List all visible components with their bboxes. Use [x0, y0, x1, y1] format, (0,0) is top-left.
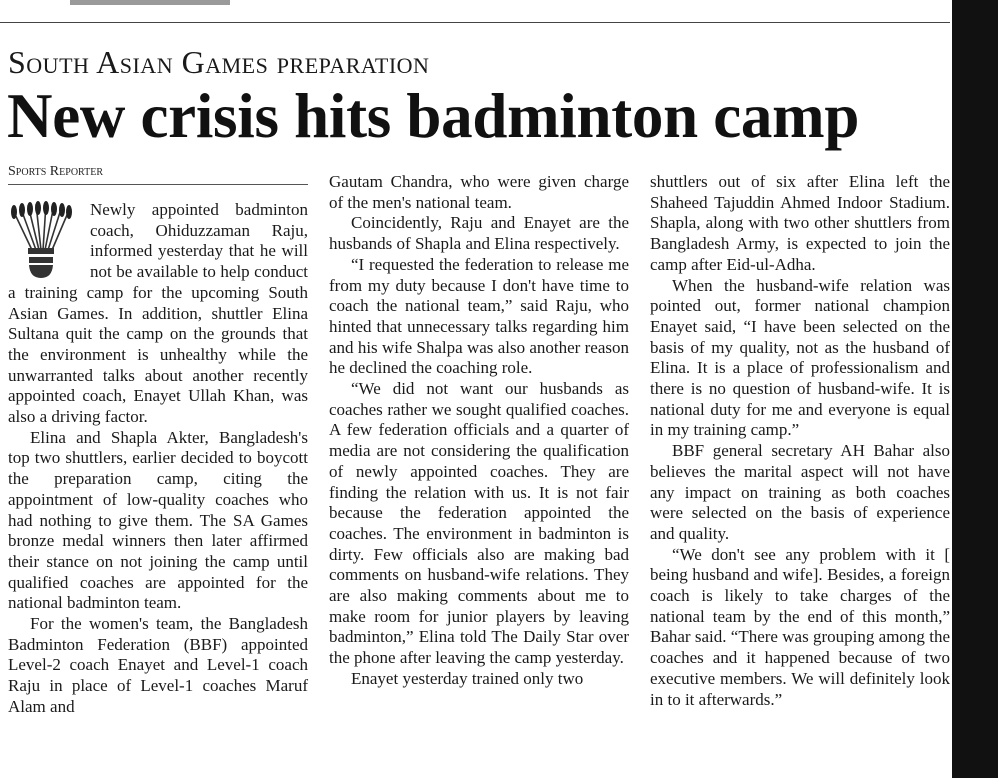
- page-edge-band: [952, 0, 998, 778]
- paragraph: When the husband-wife relation was pointed out, former national champion Enayet said, “I have been selected on the basis of my quality, not as the husband of Elina. It is a place of professionalism and there is no question of husband-wife. It is national duty for me and everyone is equal in my training camp.”: [650, 275, 950, 440]
- masthead-strip: [70, 0, 230, 5]
- kicker: South Asian Games preparation: [8, 44, 430, 80]
- paragraph: Elina and Shapla Akter, Bangladesh's top two shuttlers, earlier decided to boycott the preparation camp, citing the appointment of low-quality coaches who had nothing to give them. The SA Games bronze medal winners then later affirmed their stance on not joining the camp until qualified coaches are appointed for the national badminton team.: [8, 427, 308, 613]
- article-column-3: [650, 172, 950, 710]
- byline: Sports Reporter: [8, 164, 103, 179]
- paragraph: Gautam Chandra, who were given charge of the men's national team.: [329, 172, 629, 212]
- paragraph: BBF general secretary AH Bahar also believes the marital aspect will not have any impact on training as both coaches were selected on the basis of experience and quality.: [650, 441, 950, 543]
- byline-divider: [8, 184, 308, 185]
- top-divider: [0, 22, 950, 23]
- paragraph: Coincidently, Raju and Enayet are the husbands of Shapla and Elina respectively.: [329, 213, 629, 254]
- article-column-1: [8, 200, 308, 718]
- paragraph: “We don't see any problem with it [ being husband and wife]. Besides, a foreign coach is likely to take charges of the national team by the end of this month,” Bahar said. “There was grouping among the coaches and it happened because of two executive members. We will definitely look in to it afterwards.”: [650, 544, 950, 709]
- paragraph: “I requested the federation to release me from my duty because I don't have time to coach the national team,” said Raju, who hinted that unnecessary talks regarding him and his wife Shalpa was also another reason he declined the coaching role.: [329, 254, 629, 378]
- paragraph: For the women's team, the Bangladesh Badminton Federation (BBF) appointed Level-2 coach Enayet and Level-1 coach Raju in place of Level-1 coaches Maruf Alam and: [8, 614, 308, 716]
- paragraph: shuttlers out of six after Elina left the Shaheed Tajuddin Ahmed Indoor Stadium. Shapla, along with two other shuttlers from Bangladesh Army, is expected to join the camp after Eid-ul-Adha.: [650, 172, 950, 274]
- article-column-2: [329, 172, 629, 690]
- headline: New crisis hits badminton camp: [7, 81, 860, 151]
- paragraph: Newly appointed badminton coach, Ohiduzzaman Raju, informed yesterday that he will not be available to help conduct a training camp for the upcoming South Asian Games. In addition, shuttler Elina Sultana quit the camp on the grounds that the environment is unhealthy while the unwarranted talks about another recently appointed coach, Enayet Ullah Khan, was also a driving factor.: [8, 200, 308, 427]
- paragraph: Enayet yesterday trained only two: [351, 668, 584, 688]
- shuttlecock-icon: [8, 200, 74, 280]
- paragraph: “We did not want our husbands as coaches rather we sought qualified coaches. A few federation officials and a quarter of media are not considering the qualification of newly appointed coaches. They are finding the relation with us. It is not fair because the federation appointed the coaches. The environment in badminton is dirty. Few officials also are making bad comments on husband-wife relations. They are also making comments about me to make room for junior players by leaving badminton,” Elina told The Daily Star over the phone after leaving the camp yesterday.: [329, 379, 629, 668]
